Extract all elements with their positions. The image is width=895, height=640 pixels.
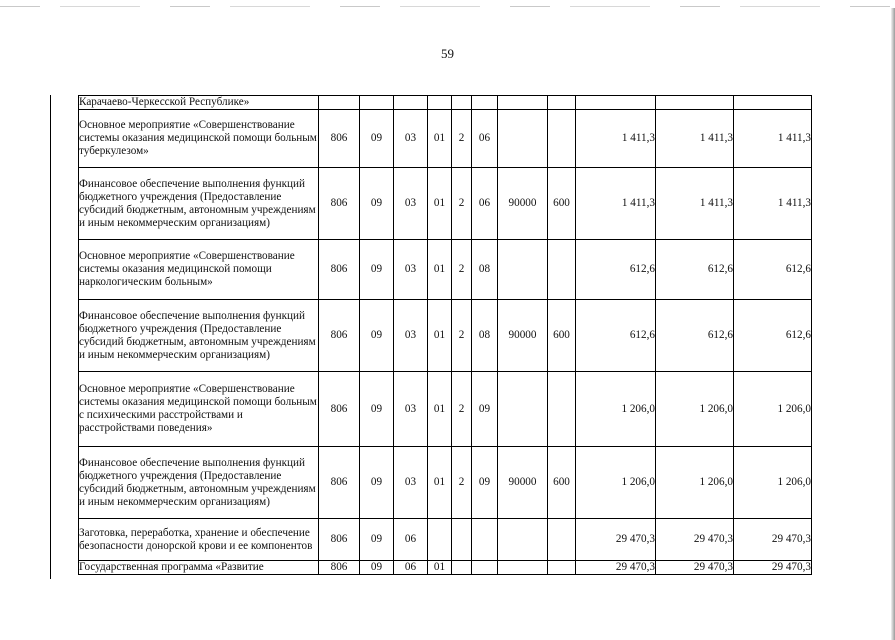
subprogram-code: 2 — [452, 110, 472, 168]
subsection-code: 03 — [394, 300, 428, 372]
table-row — [79, 110, 812, 168]
grbs-code: 806 — [319, 447, 360, 519]
program-code: 01 — [428, 300, 452, 372]
expense-type-code: 600 — [548, 447, 576, 519]
grbs-code: 806 — [319, 168, 360, 240]
table-row — [79, 300, 812, 372]
amount-year-3: 612,6 — [734, 240, 812, 300]
amount-year-3: 29 470,3 — [734, 561, 812, 575]
amount-year-2: 612,6 — [656, 240, 734, 300]
row-name: Финансовое обеспечение выполнения функций бюджетного учреждения (Предоставление субсидий бюджетным, автономным учреждениям и иным некоммерческим организациям) — [79, 300, 319, 372]
row-name: Заготовка, переработка, хранение и обеспечение безопасности донорской крови и ее компонентов — [79, 519, 319, 561]
table-row — [79, 96, 812, 110]
expense-type-code — [548, 519, 576, 561]
subprogram-code: 2 — [452, 372, 472, 447]
subprogram-code: 2 — [452, 168, 472, 240]
amount-year-3 — [734, 96, 812, 110]
expense-type-code — [548, 110, 576, 168]
table-row — [79, 372, 812, 447]
amount-year-3: 1 411,3 — [734, 168, 812, 240]
amount-year-1: 1 206,0 — [576, 447, 656, 519]
table-row — [79, 519, 812, 561]
event-code: 09 — [472, 372, 498, 447]
direction-code — [498, 240, 548, 300]
grbs-code: 806 — [319, 240, 360, 300]
subsection-code: 03 — [394, 240, 428, 300]
direction-code — [498, 110, 548, 168]
program-code: 01 — [428, 110, 452, 168]
scan-right-edge — [891, 8, 895, 640]
page-number: 59 — [441, 46, 454, 61]
amount-year-2: 1 206,0 — [656, 372, 734, 447]
subsection-code: 06 — [394, 519, 428, 561]
row-name: Основное мероприятие «Совершенствование системы оказания медицинской помощи наркологическим больным» — [79, 240, 319, 300]
subprogram-code — [452, 519, 472, 561]
program-code: 01 — [428, 447, 452, 519]
grbs-code: 806 — [319, 300, 360, 372]
event-code — [472, 561, 498, 575]
amount-year-1: 29 470,3 — [576, 519, 656, 561]
grbs-code: 806 — [319, 110, 360, 168]
event-code: 08 — [472, 240, 498, 300]
subsection-code: 03 — [394, 372, 428, 447]
amount-year-2: 1 411,3 — [656, 110, 734, 168]
table-row — [79, 447, 812, 519]
amount-year-2: 1 411,3 — [656, 168, 734, 240]
event-code: 09 — [472, 447, 498, 519]
row-name: Основное мероприятие «Совершенствование системы оказания медицинской помощи больным с психическими расстройствами и расстройствами поведения» — [79, 372, 319, 447]
event-code: 06 — [472, 168, 498, 240]
budget-table — [78, 95, 812, 575]
amount-year-1 — [576, 96, 656, 110]
section-code: 09 — [360, 561, 394, 575]
amount-year-3: 1 206,0 — [734, 447, 812, 519]
subprogram-code — [452, 561, 472, 575]
subprogram-code: 2 — [452, 447, 472, 519]
event-code: 06 — [472, 110, 498, 168]
row-name: Основное мероприятие «Совершенствование системы оказания медицинской помощи больным туберкулезом» — [79, 110, 319, 168]
scan-top-line — [0, 6, 895, 7]
subsection-code — [394, 96, 428, 110]
table-row — [79, 168, 812, 240]
event-code: 08 — [472, 300, 498, 372]
direction-code — [498, 519, 548, 561]
amount-year-2 — [656, 96, 734, 110]
amount-year-1: 1 411,3 — [576, 110, 656, 168]
section-code: 09 — [360, 168, 394, 240]
grbs-code: 806 — [319, 519, 360, 561]
program-code: 01 — [428, 372, 452, 447]
amount-year-3: 1 411,3 — [734, 110, 812, 168]
program-code: 01 — [428, 240, 452, 300]
section-code: 09 — [360, 110, 394, 168]
table-body — [79, 96, 812, 575]
subprogram-code — [452, 96, 472, 110]
direction-code — [498, 96, 548, 110]
row-name: Финансовое обеспечение выполнения функций бюджетного учреждения (Предоставление субсидий бюджетным, автономным учреждениям и иным некоммерческим организациям) — [79, 447, 319, 519]
direction-code — [498, 372, 548, 447]
expense-type-code: 600 — [548, 168, 576, 240]
section-code — [360, 96, 394, 110]
amount-year-3: 1 206,0 — [734, 372, 812, 447]
program-code: 01 — [428, 168, 452, 240]
amount-year-2: 612,6 — [656, 300, 734, 372]
left-column-border — [50, 95, 81, 579]
grbs-code: 806 — [319, 372, 360, 447]
table-row — [79, 240, 812, 300]
section-code: 09 — [360, 300, 394, 372]
amount-year-1: 612,6 — [576, 300, 656, 372]
expense-type-code — [548, 561, 576, 575]
subprogram-code: 2 — [452, 300, 472, 372]
section-code: 09 — [360, 240, 394, 300]
subsection-code: 03 — [394, 168, 428, 240]
amount-year-1: 1 206,0 — [576, 372, 656, 447]
expense-type-code — [548, 240, 576, 300]
row-name: Карачаево-Черкесской Республике» — [79, 96, 319, 110]
amount-year-2: 1 206,0 — [656, 447, 734, 519]
subsection-code: 03 — [394, 110, 428, 168]
amount-year-2: 29 470,3 — [656, 519, 734, 561]
direction-code: 90000 — [498, 168, 548, 240]
amount-year-3: 612,6 — [734, 300, 812, 372]
row-name: Финансовое обеспечение выполнения функций бюджетного учреждения (Предоставление субсидий бюджетным, автономным учреждениям и иным некоммерческим организациям) — [79, 168, 319, 240]
expense-type-code — [548, 372, 576, 447]
event-code — [472, 519, 498, 561]
program-code — [428, 519, 452, 561]
event-code — [472, 96, 498, 110]
expense-type-code: 600 — [548, 300, 576, 372]
amount-year-1: 1 411,3 — [576, 168, 656, 240]
amount-year-3: 29 470,3 — [734, 519, 812, 561]
amount-year-1: 612,6 — [576, 240, 656, 300]
section-code: 09 — [360, 447, 394, 519]
amount-year-2: 29 470,3 — [656, 561, 734, 575]
program-code — [428, 96, 452, 110]
program-code: 01 — [428, 561, 452, 575]
expense-type-code — [548, 96, 576, 110]
row-name: Государственная программа «Развитие — [79, 561, 319, 575]
grbs-code: 806 — [319, 561, 360, 575]
section-code: 09 — [360, 372, 394, 447]
subsection-code: 03 — [394, 447, 428, 519]
amount-year-1: 29 470,3 — [576, 561, 656, 575]
subsection-code: 06 — [394, 561, 428, 575]
grbs-code — [319, 96, 360, 110]
direction-code: 90000 — [498, 300, 548, 372]
subprogram-code: 2 — [452, 240, 472, 300]
section-code: 09 — [360, 519, 394, 561]
direction-code: 90000 — [498, 447, 548, 519]
table-row — [79, 561, 812, 575]
direction-code — [498, 561, 548, 575]
